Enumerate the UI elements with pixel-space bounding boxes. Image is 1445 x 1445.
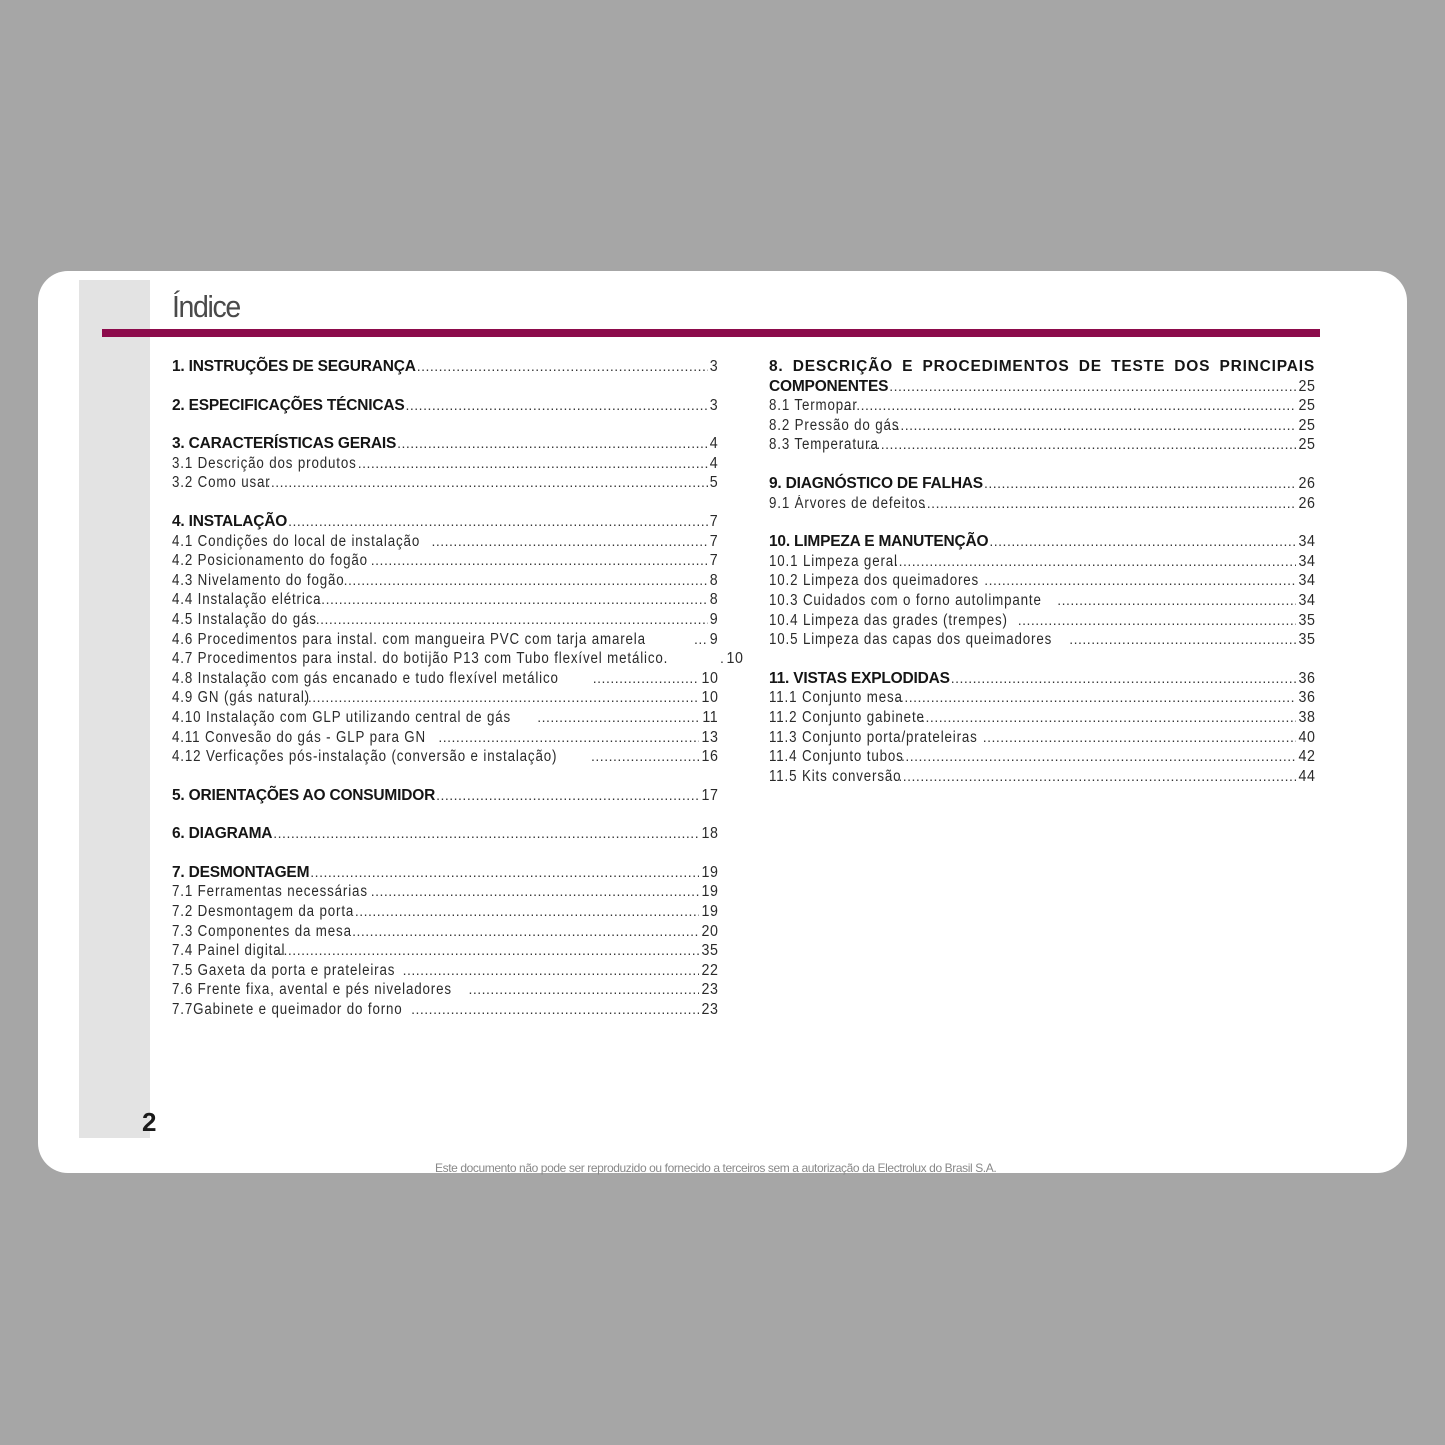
dot-leader (984, 571, 1295, 591)
toc-subsection-entry[interactable] (172, 571, 718, 591)
toc-subsection-entry[interactable] (769, 591, 1315, 611)
toc-subsection-entry[interactable] (769, 630, 1315, 650)
toc-subsection-entry[interactable] (172, 708, 718, 728)
dot-leader (889, 377, 1295, 397)
toc-subsection-entry[interactable] (172, 922, 718, 942)
toc-entry-label: 4.5 Instalação do gás (172, 610, 317, 628)
toc-subsection-entry[interactable] (172, 980, 718, 1000)
dot-leader (921, 708, 1295, 728)
dot-leader (694, 630, 708, 650)
spacer (769, 650, 1315, 669)
toc-entry-label: 9. DIAGNÓSTICO DE FALHAS (769, 474, 983, 492)
toc-subsection-entry[interactable] (769, 747, 1315, 767)
toc-page-number: 10 (726, 650, 744, 668)
spacer (172, 493, 718, 512)
toc-subsection-entry[interactable] (172, 551, 718, 571)
toc-section-entry[interactable] (172, 824, 718, 844)
toc-entry-label: 7.3 Componentes da mesa (172, 922, 352, 940)
toc-page-number: 10 (701, 669, 718, 687)
toc-entry-label: 7.6 Frente fixa, avental e pés niveladores (172, 981, 452, 999)
toc-subsection-entry[interactable] (172, 454, 718, 474)
dot-leader (310, 863, 698, 883)
toc-entry-label: 10.5 Limpeza das capas dos queimadores (769, 631, 1053, 649)
spacer (172, 377, 718, 396)
toc-entry-label: 4.3 Nivelamento do fogão (172, 571, 345, 589)
toc-entry-label: 7.5 Gaxeta da porta e prateleiras (172, 961, 396, 979)
copyright-notice: Este documento não pode ser reproduzido ou fornecido a terceiros sem a autorização da Electrolux do Brasil S.A. (435, 1161, 997, 1175)
toc-entry-label: 4.2 Posicionamento do fogão (172, 552, 368, 570)
toc-entry-label: 10.4 Limpeza das grades (trempes) (769, 611, 1008, 629)
page-title: Índice (172, 289, 240, 324)
toc-section-entry[interactable] (172, 357, 718, 377)
toc-page-number: 8 (709, 591, 718, 609)
toc-section-entry[interactable] (769, 474, 1315, 494)
toc-page-number: 23 (701, 1001, 718, 1019)
toc-entry-label: 10.3 Cuidados com o forno autolimpante (769, 591, 1042, 609)
toc-page-number: 9 (709, 630, 718, 648)
accent-divider (102, 329, 1320, 337)
toc-entry-label: 11.5 Kits conversão (769, 767, 902, 785)
toc-entry-label: 4.12 Verficações pós-instalação (conversão e instalação) (172, 748, 558, 766)
toc-entry-label: 3.1 Descrição dos produtos (172, 454, 357, 472)
toc-subsection-entry[interactable] (769, 571, 1315, 591)
toc-entry-label: 4.7 Procedimentos para instal. do botijão P13 com Tubo flexível metálico. (172, 650, 669, 668)
toc-page-number: 4 (709, 435, 718, 453)
dot-leader (890, 552, 1296, 572)
toc-subsection-entry[interactable] (172, 688, 718, 708)
toc-page-number: 25 (1298, 416, 1315, 434)
toc-section-entry[interactable] (172, 512, 718, 532)
dot-leader (406, 396, 708, 416)
dot-leader (984, 474, 1296, 494)
toc-page-number: 34 (1298, 552, 1315, 570)
toc-subsection-entry[interactable] (769, 728, 1315, 748)
toc-page-number: 34 (1298, 572, 1315, 590)
dot-leader (371, 882, 699, 902)
spacer (769, 513, 1315, 532)
dot-leader (892, 416, 1296, 436)
toc-entry-label: 11.4 Conjunto tubos (769, 748, 904, 766)
toc-page-number: 25 (1298, 377, 1315, 395)
toc-entry-label: 7.4 Painel digital (172, 942, 286, 960)
toc-entry-label: 8.2 Pressão do gás (769, 416, 900, 434)
toc-page-number: 16 (701, 748, 718, 766)
dot-leader (317, 590, 708, 610)
toc-entry-label: 11.2 Conjunto gabinete (769, 708, 925, 726)
document-page (38, 271, 1407, 1173)
toc-entry-label: 10.2 Limpeza dos queimadores (769, 572, 980, 590)
toc-page-number: 25 (1298, 436, 1315, 454)
toc-entry-label: 4.6 Procedimentos para instal. com mangueira PVC com tarja amarela (172, 630, 646, 648)
toc-column-right (769, 357, 1315, 786)
toc-entry-label: 8.1 Termopar (769, 397, 858, 415)
toc-subsection-entry[interactable] (172, 747, 718, 767)
toc-entry-label: 10. LIMPEZA E MANUTENÇÃO (769, 533, 989, 551)
dot-leader (258, 473, 708, 493)
page-number: 2 (142, 1107, 157, 1137)
dot-leader (352, 922, 698, 942)
dot-leader (417, 357, 708, 377)
toc-entry-label: 10.1 Limpeza geral (769, 552, 898, 570)
dot-leader (371, 551, 708, 571)
dot-leader (922, 494, 1295, 514)
spacer (172, 844, 718, 863)
toc-subsection-entry[interactable] (172, 473, 718, 493)
toc-subsection-entry[interactable] (769, 494, 1315, 514)
dot-leader (275, 941, 699, 961)
dot-leader (868, 435, 1296, 455)
spacer (172, 767, 718, 786)
dot-leader (344, 571, 708, 591)
toc-subsection-entry[interactable] (172, 669, 718, 689)
toc-page-number: 19 (701, 863, 718, 881)
dot-leader (288, 512, 708, 532)
toc-page-number: 7 (709, 532, 718, 550)
toc-section-entry[interactable] (172, 434, 718, 454)
toc-entry-label: 4. INSTALAÇÃO (172, 512, 288, 530)
spacer (172, 415, 718, 434)
toc-entry-label: 9.1 Árvores de defeitos (769, 494, 926, 512)
toc-subsection-entry[interactable] (769, 767, 1315, 787)
spacer (769, 455, 1315, 474)
toc-entry-label: 8.3 Temperatura (769, 436, 879, 454)
toc-page-number: 7 (709, 512, 718, 530)
toc-page-number: 18 (701, 825, 718, 843)
toc-entry-label: 11.3 Conjunto porta/prateleiras (769, 728, 978, 746)
dot-leader (436, 786, 698, 806)
dot-leader (593, 669, 699, 689)
toc-subsection-entry[interactable] (769, 396, 1315, 416)
toc-page-number: 4 (709, 454, 718, 472)
dot-leader (951, 669, 1296, 689)
toc-entry-label: 4.10 Instalação com GLP utilizando central de gás (172, 708, 512, 726)
toc-entry-label: 4.11 Convesão do gás - GLP para GN (172, 728, 427, 746)
toc-page-number: 36 (1298, 669, 1315, 687)
toc-page-number: 23 (701, 981, 718, 999)
toc-page-number: 22 (701, 961, 718, 979)
dot-leader (438, 728, 698, 748)
toc-subsection-entry[interactable] (172, 1000, 718, 1020)
toc-subsection-entry[interactable] (172, 902, 718, 922)
toc-section-entry[interactable] (769, 669, 1315, 689)
dot-leader (537, 708, 699, 728)
dot-leader (1057, 591, 1295, 611)
toc-page-number: 8 (709, 571, 718, 589)
dot-leader (358, 454, 708, 474)
toc-page-number: 3 (709, 396, 718, 414)
toc-page-number: 13 (701, 728, 718, 746)
toc-page-number: 3 (709, 358, 718, 375)
toc-page-number: 36 (1298, 689, 1315, 707)
toc-page-number: 5 (709, 474, 718, 492)
toc-entry-label: 7.1 Ferramentas necessárias (172, 883, 368, 901)
toc-subsection-entry[interactable] (769, 552, 1315, 572)
toc-page-number: 38 (1298, 708, 1315, 726)
dot-leader (303, 688, 698, 708)
dot-leader (896, 688, 1296, 708)
toc-page-number: 9 (709, 610, 718, 628)
toc-entry-label: 7.2 Desmontagem da porta (172, 903, 355, 921)
toc-page-number: 40 (1298, 728, 1315, 746)
toc-page-number: 25 (1298, 397, 1315, 415)
toc-subsection-entry[interactable] (172, 941, 718, 961)
toc-page-number: 26 (1298, 474, 1315, 492)
toc-page-number: 11 (702, 708, 718, 726)
toc-subsection-entry[interactable] (172, 532, 718, 552)
dot-leader (1069, 630, 1295, 650)
toc-entry-label: 2. ESPECIFICAÇÕES TÉCNICAS (172, 396, 405, 414)
toc-section-entry[interactable] (769, 532, 1315, 552)
toc-page-number: 10 (701, 689, 718, 707)
toc-column-left (172, 357, 744, 1020)
toc-subsection-entry[interactable] (769, 611, 1315, 631)
dot-leader (431, 532, 707, 552)
toc-subsection-entry[interactable] (769, 688, 1315, 708)
toc-entry-label: 11. VISTAS EXPLODIDAS (769, 669, 950, 687)
dot-leader (894, 767, 1296, 787)
toc-subsection-entry[interactable] (769, 416, 1315, 436)
toc-entry-label: 11.1 Conjunto mesa (769, 689, 903, 707)
toc-section-entry[interactable] (172, 786, 718, 806)
toc-entry-label: 4.1 Condições do local de instalação (172, 532, 421, 550)
toc-entry-label: 6. DIAGRAMA (172, 825, 273, 843)
toc-entry-label: 7.7Gabinete e queimador do forno (172, 1001, 403, 1019)
dot-leader (1018, 611, 1296, 631)
toc-page-number: 35 (701, 942, 718, 960)
dot-leader (411, 1000, 698, 1020)
toc-section-heading[interactable]: 8. DESCRIÇÃO E PROCEDIMENTOS DE TESTE DOS PRINCIPAIS (769, 358, 1315, 375)
side-strip (79, 280, 157, 1138)
toc-subsection-entry[interactable] (172, 882, 718, 902)
dot-leader (720, 649, 724, 669)
dot-leader (273, 824, 698, 844)
toc-subsection-entry[interactable] (769, 708, 1315, 728)
toc-entry-label: 4.4 Instalação elétrica (172, 591, 322, 609)
toc-subsection-entry[interactable] (172, 728, 718, 748)
toc-subsection-entry[interactable] (172, 590, 718, 610)
toc-page-number: 35 (1298, 631, 1315, 649)
toc-subsection-entry[interactable] (172, 630, 718, 650)
toc-page-number: 19 (701, 883, 718, 901)
spacer (172, 805, 718, 824)
toc-page-number: 42 (1298, 748, 1315, 766)
toc-page-number: 44 (1298, 767, 1315, 785)
toc-entry-label: COMPONENTES (769, 377, 889, 395)
toc-entry-label: 4.9 GN (gás natural) (172, 689, 310, 707)
toc-subsection-entry[interactable] (172, 610, 718, 630)
toc-page-number: 19 (701, 903, 718, 921)
toc-page-number: 35 (1298, 611, 1315, 629)
dot-leader (989, 532, 1295, 552)
dot-leader (591, 747, 699, 767)
toc-section-entry[interactable] (769, 377, 1315, 397)
toc-page-number: 26 (1298, 494, 1315, 512)
toc-entry-label: 4.8 Instalação com gás encanado e tudo flexível metálico (172, 669, 559, 687)
toc-entry-label: 3. CARACTERÍSTICAS GERAIS (172, 435, 397, 453)
toc-subsection-entry[interactable] (172, 649, 744, 669)
toc-subsection-entry[interactable] (769, 435, 1315, 455)
dot-leader (843, 396, 1296, 416)
toc-entry-label: 5. ORIENTAÇÕES AO CONSUMIDOR (172, 786, 436, 804)
toc-section-entry[interactable] (172, 396, 718, 416)
toc-page-number: 20 (701, 922, 718, 940)
dot-leader (397, 434, 708, 454)
dot-leader (355, 902, 699, 922)
toc-page-number: 17 (701, 786, 718, 804)
toc-entry-label: 7. DESMONTAGEM (172, 863, 310, 881)
dot-leader (897, 747, 1296, 767)
toc-section-entry[interactable] (172, 863, 718, 883)
toc-subsection-entry[interactable] (172, 961, 718, 981)
toc-page-number: 7 (709, 552, 718, 570)
toc-page-number: 34 (1298, 533, 1315, 551)
dot-leader (311, 610, 707, 630)
toc-entry-label: 3.2 Como usar (172, 474, 271, 492)
toc-entry-label: 1. INSTRUÇÕES DE SEGURANÇA (172, 358, 416, 375)
toc-page-number: 34 (1298, 591, 1315, 609)
dot-leader (983, 728, 1296, 748)
dot-leader (403, 961, 699, 981)
dot-leader (468, 980, 698, 1000)
